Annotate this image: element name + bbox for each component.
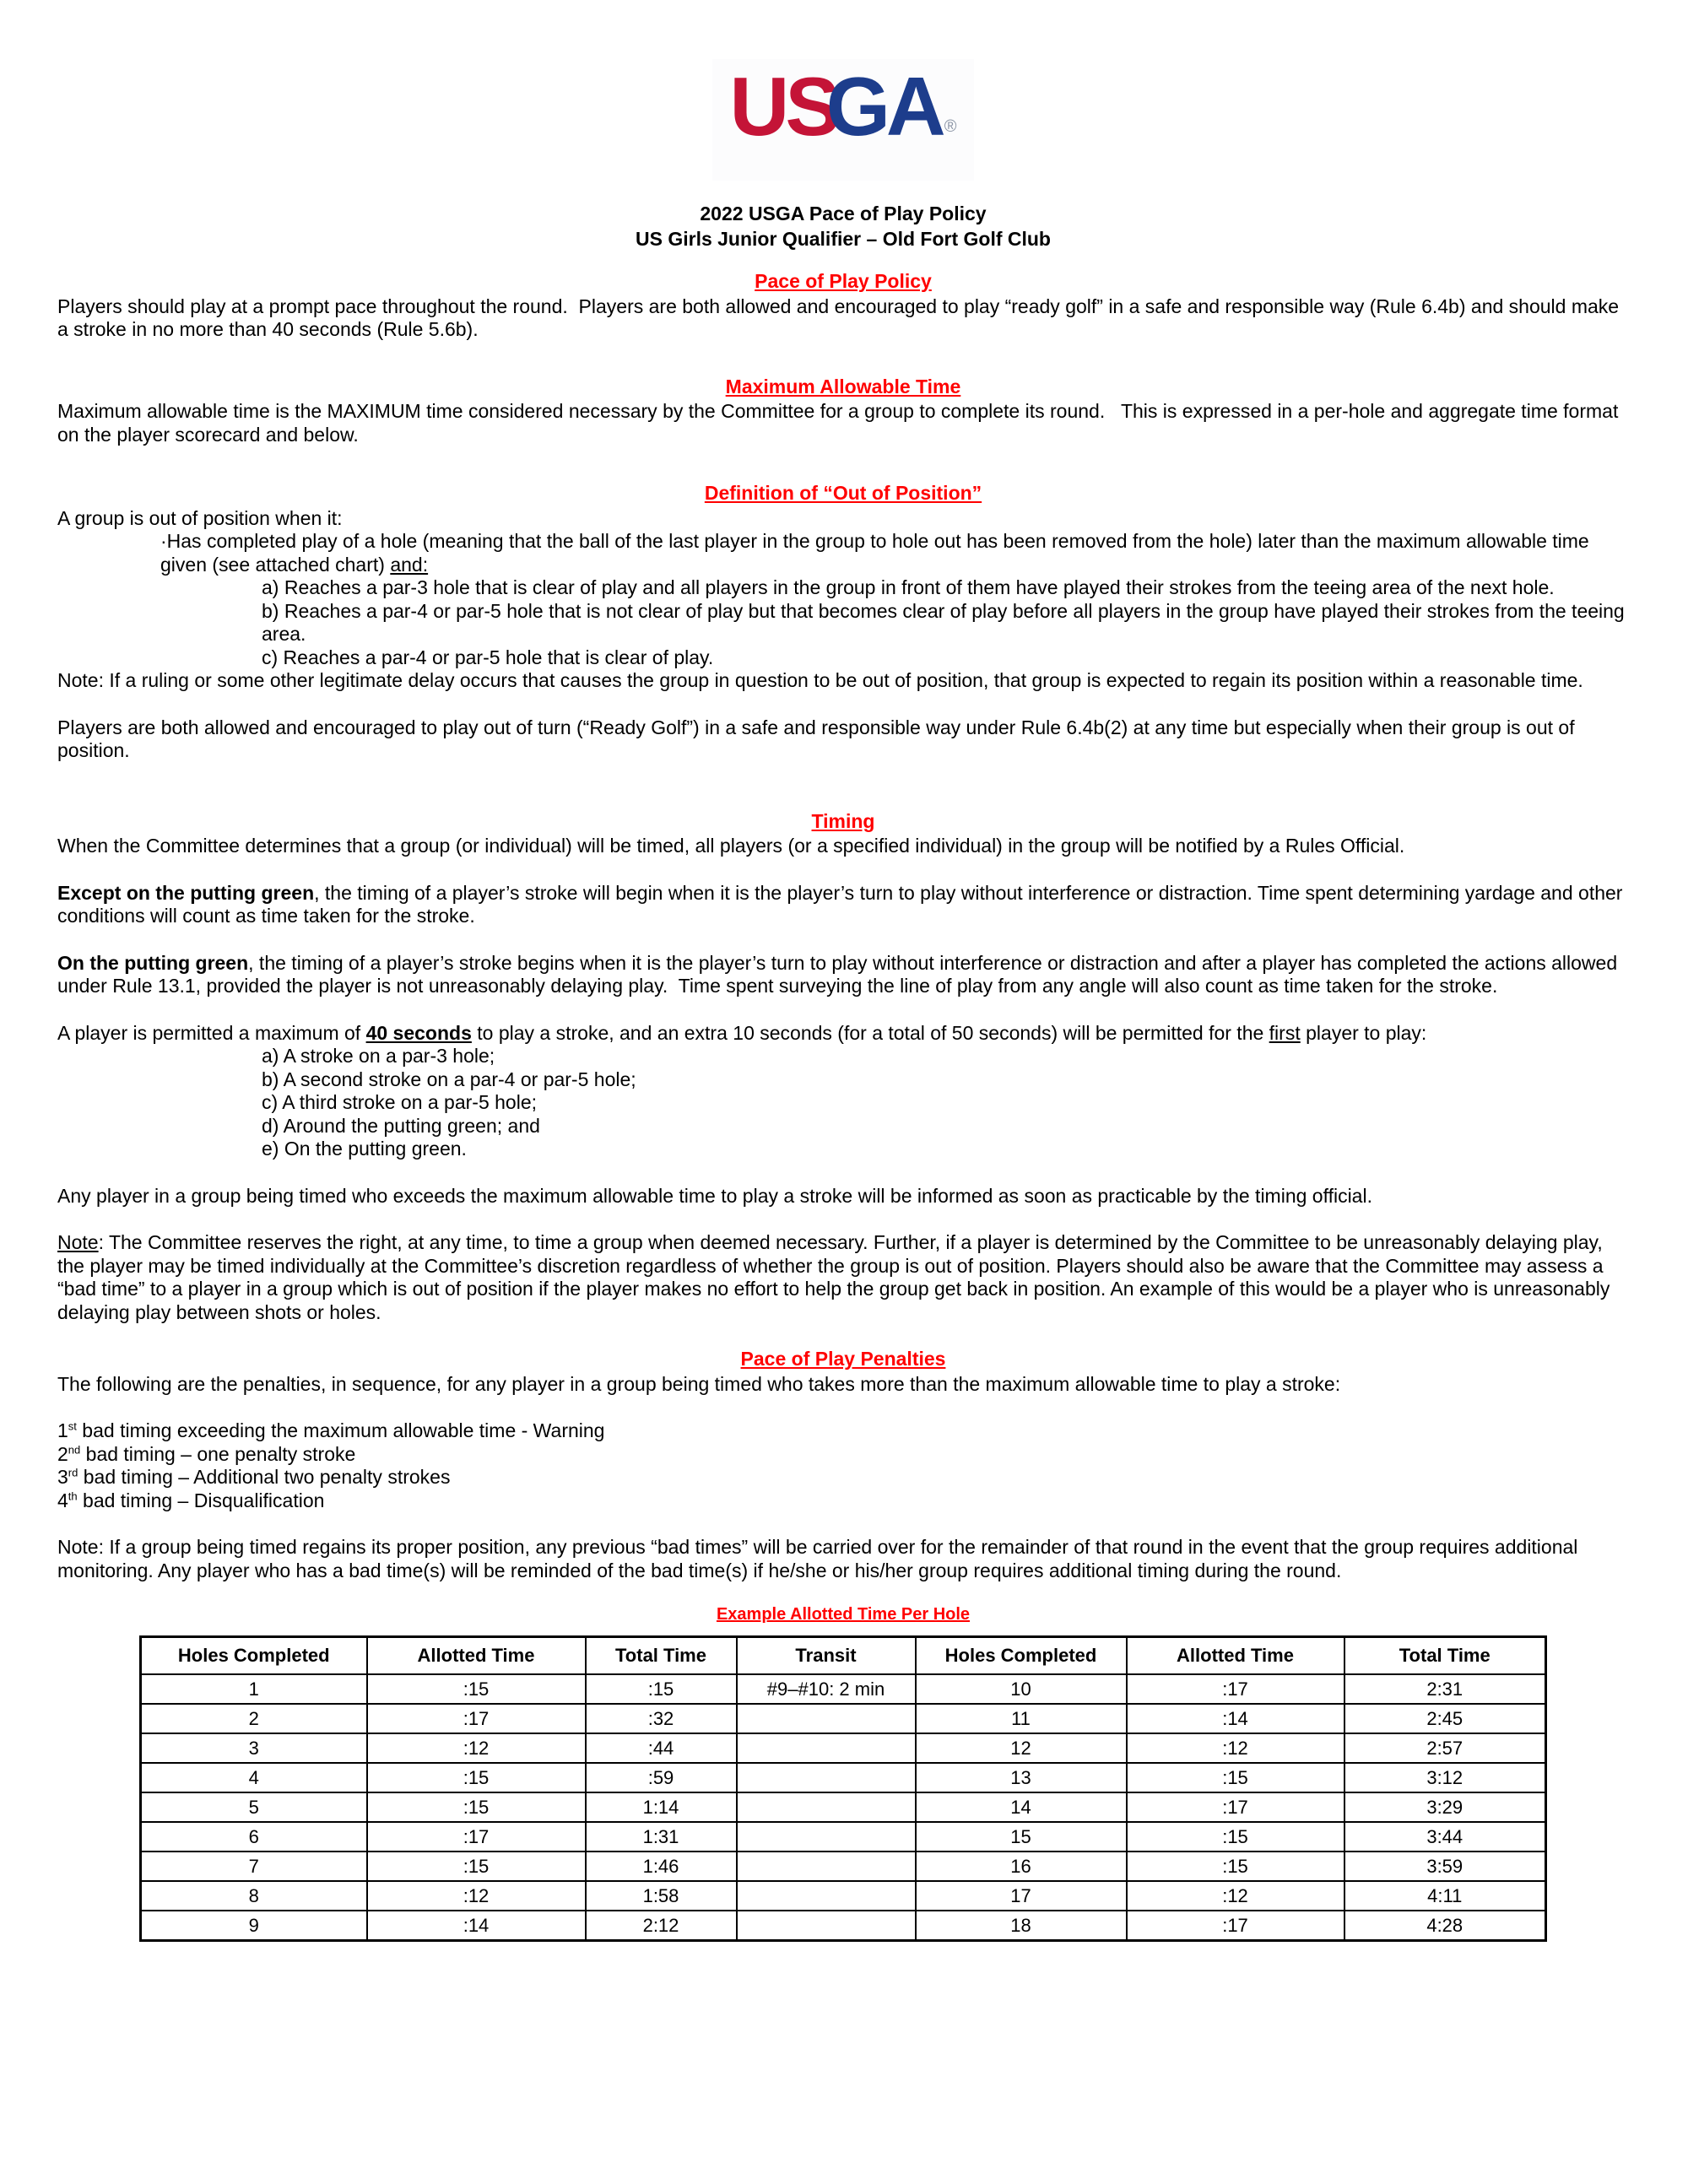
table-cell: 17 (916, 1881, 1127, 1911)
paragraph-max-time: Maximum allowable time is the MAXIMUM time considered necessary by the Committee for a group to complete its round. This is expressed in a per-hole and aggregate time format on the player scorecard and below. (57, 400, 1624, 446)
paragraph-oop-note: Note: If a ruling or some other legitimate delay occurs that causes the group in question to be out of position, that group is expected to regain its position within a reasonable time. (57, 669, 1583, 691)
table-cell (737, 1822, 916, 1852)
table-cell: 7 (141, 1852, 367, 1881)
paragraph-except-putting-green (57, 882, 1629, 928)
penalty-3-num: 3 (57, 1466, 68, 1488)
table-cell: 2:31 (1344, 1674, 1546, 1704)
usga-logo-us: US (729, 60, 836, 153)
oop-bullet-text: ·Has completed play of a hole (meaning that the ball of the last player in the group to hole out has been removed from the hole) later than the maximum allowable time given (see attached chart) (160, 530, 1595, 576)
table-cell: :12 (1127, 1881, 1344, 1911)
list-item-stroke-a: a) A stroke on a par-3 hole; (262, 1045, 495, 1067)
committee-note-rest: : The Committee reserves the right, at any time, to time a group when deemed necessary. Further, if a player is determined by the Committee to be unreasonably delaying play, the player may be timed individually at the Committee’s discretion regardless of whether the group is out of position. Players should also be aware that the Committee may assess a “bad time” to a player in a group which is out of position if the player makes no effort to help the group get back in position. An example of this would be a player who is unreasonably delaying play between shots or holes. (57, 1231, 1615, 1323)
penalty-2-text: bad timing – one penalty stroke (80, 1442, 356, 1465)
usga-logo (712, 59, 974, 181)
table-cell: :15 (367, 1852, 586, 1881)
table-cell: 1:31 (586, 1822, 737, 1852)
table-cell: :17 (1127, 1674, 1344, 1704)
paragraph-penalties-note: Note: If a group being timed regains its proper position, any previous “bad times” will be carried over for the remainder of that round in the event that the group requires additional monitoring. Any player who has a bad time(s) will be reminded of the bad time(s) if he/she or his/her group requires additional timing during the round. (57, 1536, 1583, 1581)
table-cell: 4:28 (1344, 1911, 1546, 1941)
paragraph-pace-policy: Players should play at a prompt pace throughout the round. Players are both allowed and encouraged to play “ready golf” in a safe and responsible way (Rule 6.4b) and should make a stroke in no more than 40 seconds (Rule 5.6b). (57, 295, 1625, 340)
penalty-3-ordinal: rd (68, 1466, 78, 1479)
table-row (141, 1911, 1546, 1941)
list-item-stroke-b: b) A second stroke on a par-4 or par-5 hole; (262, 1068, 636, 1090)
table-cell (737, 1881, 916, 1911)
except-putting-green-bold: Except on the putting green (57, 881, 315, 904)
table-header-allotted-time-front: Allotted Time (367, 1637, 586, 1675)
table-row (141, 1763, 1546, 1792)
list-item-oop-c: c) Reaches a par-4 or par-5 hole that is clear of play. (262, 646, 714, 668)
table-cell: 3 (141, 1733, 367, 1763)
table-cell (737, 1792, 916, 1822)
table-cell: 18 (916, 1911, 1127, 1941)
table-header-transit: Transit (737, 1637, 916, 1675)
except-putting-green-rest: , the timing of a player’s stroke will begin when it is the player’s turn to play without interference or distraction. Time spent determining yardage and other conditions will count as time taken for the stroke. (57, 881, 1628, 927)
heading-pace-of-play-penalties: Pace of Play Penalties (740, 1348, 946, 1370)
heading-example-allotted-time: Example Allotted Time Per Hole (716, 1605, 971, 1624)
usga-logo-ga: GA (825, 60, 942, 153)
table-cell: 3:44 (1344, 1822, 1546, 1852)
document-subtitle: US Girls Junior Qualifier – Old Fort Golf Club (636, 228, 1051, 250)
table-cell: :15 (367, 1792, 586, 1822)
oop-bullet-and: and: (390, 553, 429, 576)
table-cell: :12 (367, 1881, 586, 1911)
on-putting-green-bold: On the putting green (57, 951, 249, 974)
table-cell: :15 (367, 1674, 586, 1704)
table-cell: :12 (1127, 1733, 1344, 1763)
table-cell (737, 1733, 916, 1763)
table-cell: :59 (586, 1763, 737, 1792)
table-cell: 1:58 (586, 1881, 737, 1911)
table-cell: 2:45 (1344, 1704, 1546, 1733)
table-cell: :15 (1127, 1852, 1344, 1881)
heading-timing: Timing (811, 809, 875, 832)
table-row (141, 1674, 1546, 1704)
table-cell: 3:29 (1344, 1792, 1546, 1822)
table-cell: 11 (916, 1704, 1127, 1733)
forty-seconds-part3: player to play: (1300, 1021, 1427, 1044)
paragraph-penalties-intro: The following are the penalties, in sequence, for any player in a group being timed who takes more than the maximum allowable time to play a stroke: (57, 1372, 1341, 1395)
penalty-item-3 (57, 1466, 1629, 1489)
forty-seconds-emphasis: 40 seconds (365, 1021, 472, 1044)
table-cell: 3:59 (1344, 1852, 1546, 1881)
penalty-2-ordinal: nd (68, 1442, 81, 1456)
heading-maximum-allowable-time: Maximum Allowable Time (725, 375, 961, 397)
table-cell: :17 (367, 1704, 586, 1733)
table-header-total-time-front: Total Time (586, 1637, 737, 1675)
table-row (141, 1852, 1546, 1881)
table-cell: 14 (916, 1792, 1127, 1822)
table-cell: 2 (141, 1704, 367, 1733)
table-cell: :14 (367, 1911, 586, 1941)
on-putting-green-rest: , the timing of a player’s stroke begins when it is the player’s turn to play without interference or distraction and after a player has completed the actions allowed under Rule 13.1, provided the player is not unreasonably delaying play. Time spent surveying the line of play from any angle will also count as time taken for the stroke. (57, 951, 1623, 997)
table-row (141, 1792, 1546, 1822)
list-item-oop-a: a) Reaches a par-3 hole that is clear of play and all players in the group in front of them have played their strokes from the teeing area of the next hole. (262, 576, 1555, 598)
table-cell: 4 (141, 1763, 367, 1792)
table-cell: 1:14 (586, 1792, 737, 1822)
penalty-2-num: 2 (57, 1442, 68, 1465)
table-cell: 9 (141, 1911, 367, 1941)
list-item-oop-b: b) Reaches a par-4 or par-5 hole that is not clear of play but that becomes clear of play before all players in the group have played their strokes from the teeing area. (262, 599, 1631, 645)
table-cell: 10 (916, 1674, 1127, 1704)
heading-out-of-position: Definition of “Out of Position” (704, 482, 982, 504)
table-cell: 6 (141, 1822, 367, 1852)
table-cell: :44 (586, 1733, 737, 1763)
penalty-item-4 (57, 1489, 1629, 1513)
paragraph-committee-note (57, 1231, 1629, 1324)
penalty-3-text: bad timing – Additional two penalty strokes (78, 1466, 451, 1488)
table-cell: :17 (367, 1822, 586, 1852)
table-cell: 8 (141, 1881, 367, 1911)
paragraph-timing-exceeds: Any player in a group being timed who exceeds the maximum allowable time to play a stroke will be informed as soon as practicable by the timing official. (57, 1184, 1372, 1207)
table-row (141, 1822, 1546, 1852)
table-cell: :12 (367, 1733, 586, 1763)
paragraph-ready-golf: Players are both allowed and encouraged to play out of turn (“Ready Golf”) in a safe and responsible way under Rule 6.4b(2) at any time but especially when their group is out of position. (57, 716, 1580, 761)
table-cell: 13 (916, 1763, 1127, 1792)
table-cell: 3:12 (1344, 1763, 1546, 1792)
table-cell: :15 (1127, 1763, 1344, 1792)
penalty-4-ordinal: th (68, 1489, 78, 1502)
table-cell (737, 1911, 916, 1941)
first-emphasis: first (1269, 1021, 1301, 1044)
table-row (141, 1704, 1546, 1733)
table-cell (737, 1852, 916, 1881)
allotted-time-table (139, 1635, 1547, 1942)
penalty-4-num: 4 (57, 1489, 68, 1511)
table-cell: :17 (1127, 1792, 1344, 1822)
paragraph-oop-bullet (160, 530, 1629, 576)
table-cell: :15 (586, 1674, 737, 1704)
table-cell: 1:46 (586, 1852, 737, 1881)
table-cell (737, 1704, 916, 1733)
table-row (141, 1733, 1546, 1763)
document-title: 2022 USGA Pace of Play Policy (700, 203, 987, 224)
paragraph-oop-intro: A group is out of position when it: (57, 506, 343, 529)
table-cell: 2:57 (1344, 1733, 1546, 1763)
table-cell: 16 (916, 1852, 1127, 1881)
paragraph-40-seconds (57, 1022, 1629, 1046)
penalty-item-1 (57, 1419, 1629, 1443)
penalty-1-text: bad timing exceeding the maximum allowable time - Warning (76, 1419, 605, 1441)
forty-seconds-part1: A player is permitted a maximum of (57, 1021, 366, 1044)
table-cell: :15 (367, 1763, 586, 1792)
table-row (141, 1881, 1546, 1911)
penalty-1-num: 1 (57, 1419, 68, 1441)
table-cell: :17 (1127, 1911, 1344, 1941)
penalty-1-ordinal: st (68, 1419, 77, 1433)
allotted-time-table-body (141, 1674, 1546, 1941)
title-block (57, 201, 1629, 251)
table-cell: 1 (141, 1674, 367, 1704)
table-cell (737, 1763, 916, 1792)
table-cell: :32 (586, 1704, 737, 1733)
paragraph-on-putting-green (57, 952, 1629, 998)
penalty-4-text: bad timing – Disqualification (77, 1489, 325, 1511)
heading-pace-of-play-policy: Pace of Play Policy (755, 270, 932, 292)
table-cell: :14 (1127, 1704, 1344, 1733)
penalty-item-2 (57, 1443, 1629, 1467)
table-header-allotted-time-back: Allotted Time (1127, 1637, 1344, 1675)
paragraph-timing-notify: When the Committee determines that a group (or individual) will be timed, all players (or a specified individual) in the group will be notified by a Rules Official. (57, 835, 1405, 857)
table-cell: 12 (916, 1733, 1127, 1763)
table-cell: 5 (141, 1792, 367, 1822)
table-header-holes-completed-back: Holes Completed (916, 1637, 1127, 1675)
table-cell: 15 (916, 1822, 1127, 1852)
committee-note-label: Note (57, 1231, 99, 1253)
forty-seconds-part2: to play a stroke, and an extra 10 seconds (for a total of 50 seconds) will be permitted for the (471, 1021, 1269, 1044)
list-item-stroke-c: c) A third stroke on a par-5 hole; (262, 1091, 538, 1113)
list-item-stroke-e: e) On the putting green. (262, 1138, 467, 1160)
table-cell: #9–#10: 2 min (737, 1674, 916, 1704)
table-cell: :15 (1127, 1822, 1344, 1852)
table-cell: 2:12 (586, 1911, 737, 1941)
table-cell: 4:11 (1344, 1881, 1546, 1911)
list-item-stroke-d: d) Around the putting green; and (262, 1114, 540, 1137)
table-header-row (141, 1637, 1546, 1675)
registered-trademark-icon: ® (944, 117, 957, 136)
table-header-total-time-back: Total Time (1344, 1637, 1546, 1675)
table-header-holes-completed-front: Holes Completed (141, 1637, 367, 1675)
